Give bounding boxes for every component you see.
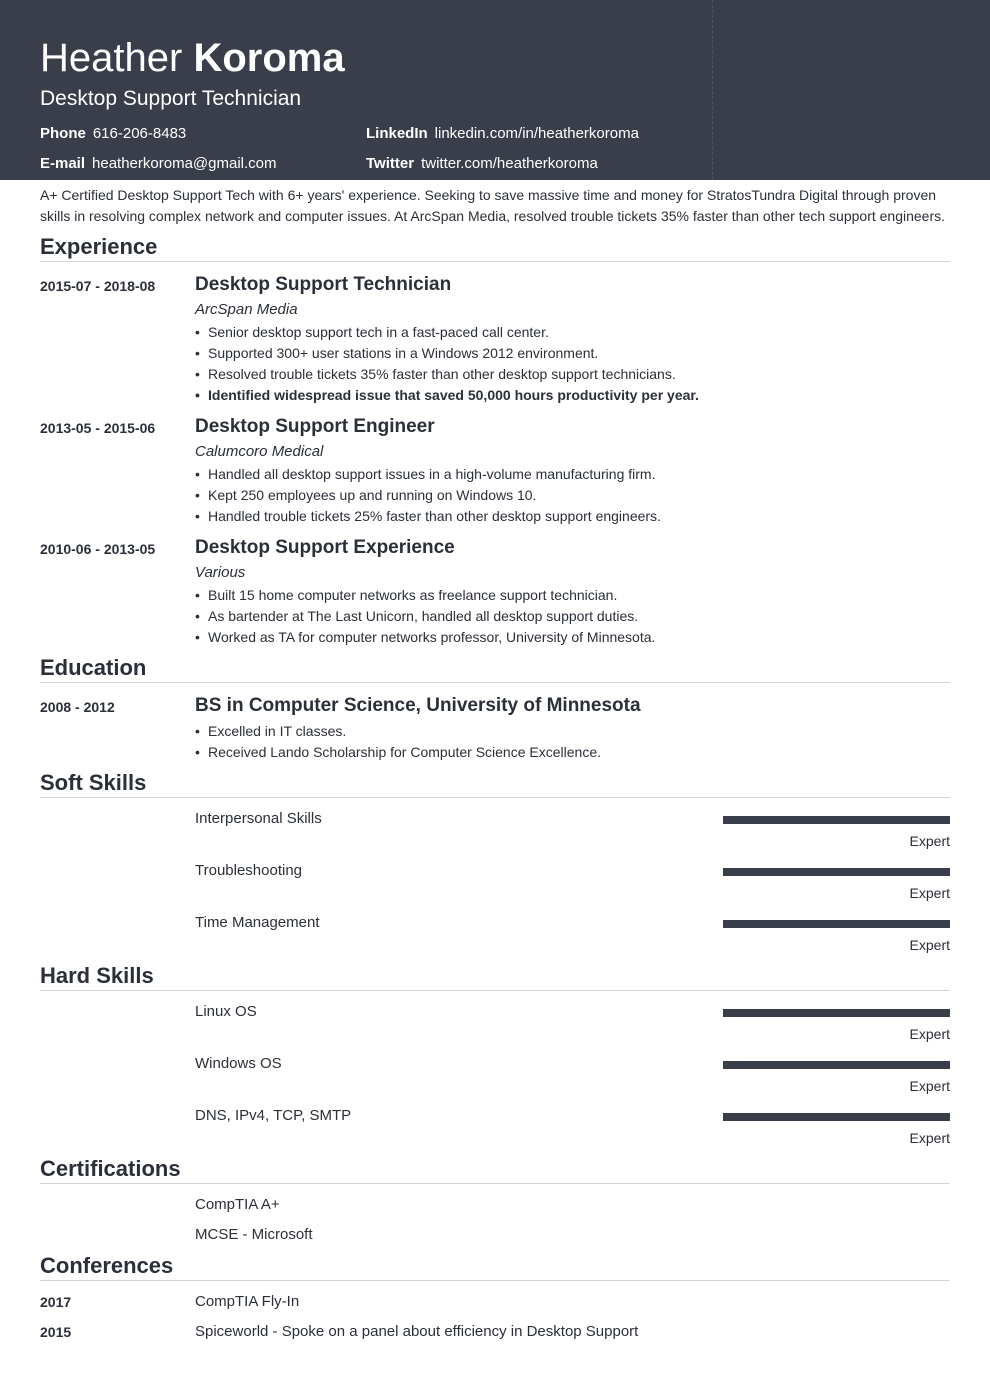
bullet-item: • Handled trouble tickets 25% faster than other desktop support engineers. xyxy=(195,506,661,527)
skill-level: Expert xyxy=(909,1026,950,1042)
conference-year: 2017 xyxy=(40,1294,72,1310)
phone-label: Phone xyxy=(40,125,86,142)
contact-twitter[interactable] xyxy=(366,154,598,174)
skill-bar-fill xyxy=(723,816,950,824)
section-rule xyxy=(40,1280,950,1281)
experience-dates: 2010-06 - 2013-05 xyxy=(40,541,156,557)
last-name: Koroma xyxy=(193,36,345,80)
bullet-item: • Handled all desktop support issues in a high-volume manufacturing firm. xyxy=(195,464,661,485)
skill-bar xyxy=(723,1113,950,1121)
bullet-item: • Received Lando Scholarship for Computer Science Excellence. xyxy=(195,742,601,763)
education-bullets xyxy=(195,721,601,763)
skill-bar xyxy=(723,816,950,824)
header-divider xyxy=(712,0,713,180)
experience-company: Various xyxy=(195,564,246,581)
skill-bar-fill xyxy=(723,1061,950,1069)
experience-bullets xyxy=(195,585,655,648)
skill-name: Windows OS xyxy=(195,1055,282,1072)
skill-level: Expert xyxy=(909,885,950,901)
experience-dates: 2013-05 - 2015-06 xyxy=(40,420,156,436)
first-name: Heather xyxy=(40,36,183,80)
section-rule xyxy=(40,1183,950,1184)
section-rule xyxy=(40,682,950,683)
skill-bar-fill xyxy=(723,868,950,876)
skill-bar xyxy=(723,868,950,876)
experience-title: Desktop Support Technician xyxy=(195,274,452,295)
section-title-conferences: Conferences xyxy=(40,1253,174,1278)
section-title-soft-skills: Soft Skills xyxy=(40,770,147,795)
email-label: E-mail xyxy=(40,155,86,172)
contact-linkedin[interactable] xyxy=(366,124,639,144)
experience-title: Desktop Support Experience xyxy=(195,537,455,558)
conference-name: Spiceworld - Spoke on a panel about efficiency in Desktop Support xyxy=(195,1323,639,1340)
bullet-item: • Senior desktop support tech in a fast-paced call center. xyxy=(195,322,699,343)
contact-email[interactable] xyxy=(40,154,276,174)
skill-level: Expert xyxy=(909,937,950,953)
twitter-label: Twitter xyxy=(366,155,415,172)
conference-name: CompTIA Fly-In xyxy=(195,1293,300,1310)
section-title-hard-skills: Hard Skills xyxy=(40,963,154,988)
experience-title: Desktop Support Engineer xyxy=(195,416,435,437)
bullet-item: • Built 15 home computer networks as freelance support technician. xyxy=(195,585,655,606)
skill-name: Interpersonal Skills xyxy=(195,810,322,827)
job-title: Desktop Support Technician xyxy=(40,87,302,110)
section-rule xyxy=(40,261,950,262)
skill-level: Expert xyxy=(909,1130,950,1146)
skill-level: Expert xyxy=(909,833,950,849)
bullet-item: • Resolved trouble tickets 35% faster than other desktop support technicians. xyxy=(195,364,699,385)
experience-bullets xyxy=(195,464,661,527)
conference-year: 2015 xyxy=(40,1324,72,1340)
summary-text: A+ Certified Desktop Support Tech with 6+ years' experience. Seeking to save massive time and money for StratosTundra Digital through proven skills in resolving complex network and computer issues. At ArcSpan Media, resolved trouble tickets 35% faster than other tech support engineers. xyxy=(40,187,946,224)
section-title-education: Education xyxy=(40,655,147,680)
skill-bar xyxy=(723,1009,950,1017)
bullet-item: • Excelled in IT classes. xyxy=(195,721,601,742)
bullet-item: • Kept 250 employees up and running on Windows 10. xyxy=(195,485,661,506)
candidate-name xyxy=(40,34,345,82)
linkedin-value[interactable]: linkedin.com/in/heatherkoroma xyxy=(434,125,639,142)
skill-bar xyxy=(723,920,950,928)
skill-bar xyxy=(723,1061,950,1069)
twitter-value[interactable]: twitter.com/heatherkoroma xyxy=(421,155,598,172)
experience-dates: 2015-07 - 2018-08 xyxy=(40,278,156,294)
bullet-item: • As bartender at The Last Unicorn, handled all desktop support duties. xyxy=(195,606,655,627)
linkedin-label: LinkedIn xyxy=(366,125,428,142)
resume-header xyxy=(0,0,990,180)
experience-company: ArcSpan Media xyxy=(195,301,298,318)
skill-name: Linux OS xyxy=(195,1003,257,1020)
certification-item: CompTIA A+ xyxy=(195,1196,280,1213)
phone-value: 616-206-8483 xyxy=(92,125,187,142)
education-dates: 2008 - 2012 xyxy=(40,699,115,715)
education-degree: BS in Computer Science, University of Minnesota xyxy=(195,695,641,716)
section-title-certifications: Certifications xyxy=(40,1156,181,1181)
certification-item: MCSE - Microsoft xyxy=(195,1226,313,1243)
bullet-item: • Supported 300+ user stations in a Windows 2012 environment. xyxy=(195,343,699,364)
skill-bar-fill xyxy=(723,1113,950,1121)
bullet-item: • Worked as TA for computer networks professor, University of Minnesota. xyxy=(195,627,655,648)
skill-bar-fill xyxy=(723,920,950,928)
experience-company: Calumcoro Medical xyxy=(195,443,324,460)
section-title-experience: Experience xyxy=(40,234,158,259)
experience-bullets xyxy=(195,322,699,406)
contact-phone xyxy=(40,124,186,144)
skill-name: Troubleshooting xyxy=(195,862,303,879)
section-rule xyxy=(40,990,950,991)
skill-name: DNS, IPv4, TCP, SMTP xyxy=(195,1107,352,1124)
skill-bar-fill xyxy=(723,1009,950,1017)
skill-name: Time Management xyxy=(195,914,320,931)
bullet-item: • Identified widespread issue that saved 50,000 hours productivity per year. xyxy=(195,385,699,406)
email-value[interactable]: heatherkoroma@gmail.com xyxy=(92,155,277,172)
section-rule xyxy=(40,797,950,798)
skill-level: Expert xyxy=(909,1078,950,1094)
